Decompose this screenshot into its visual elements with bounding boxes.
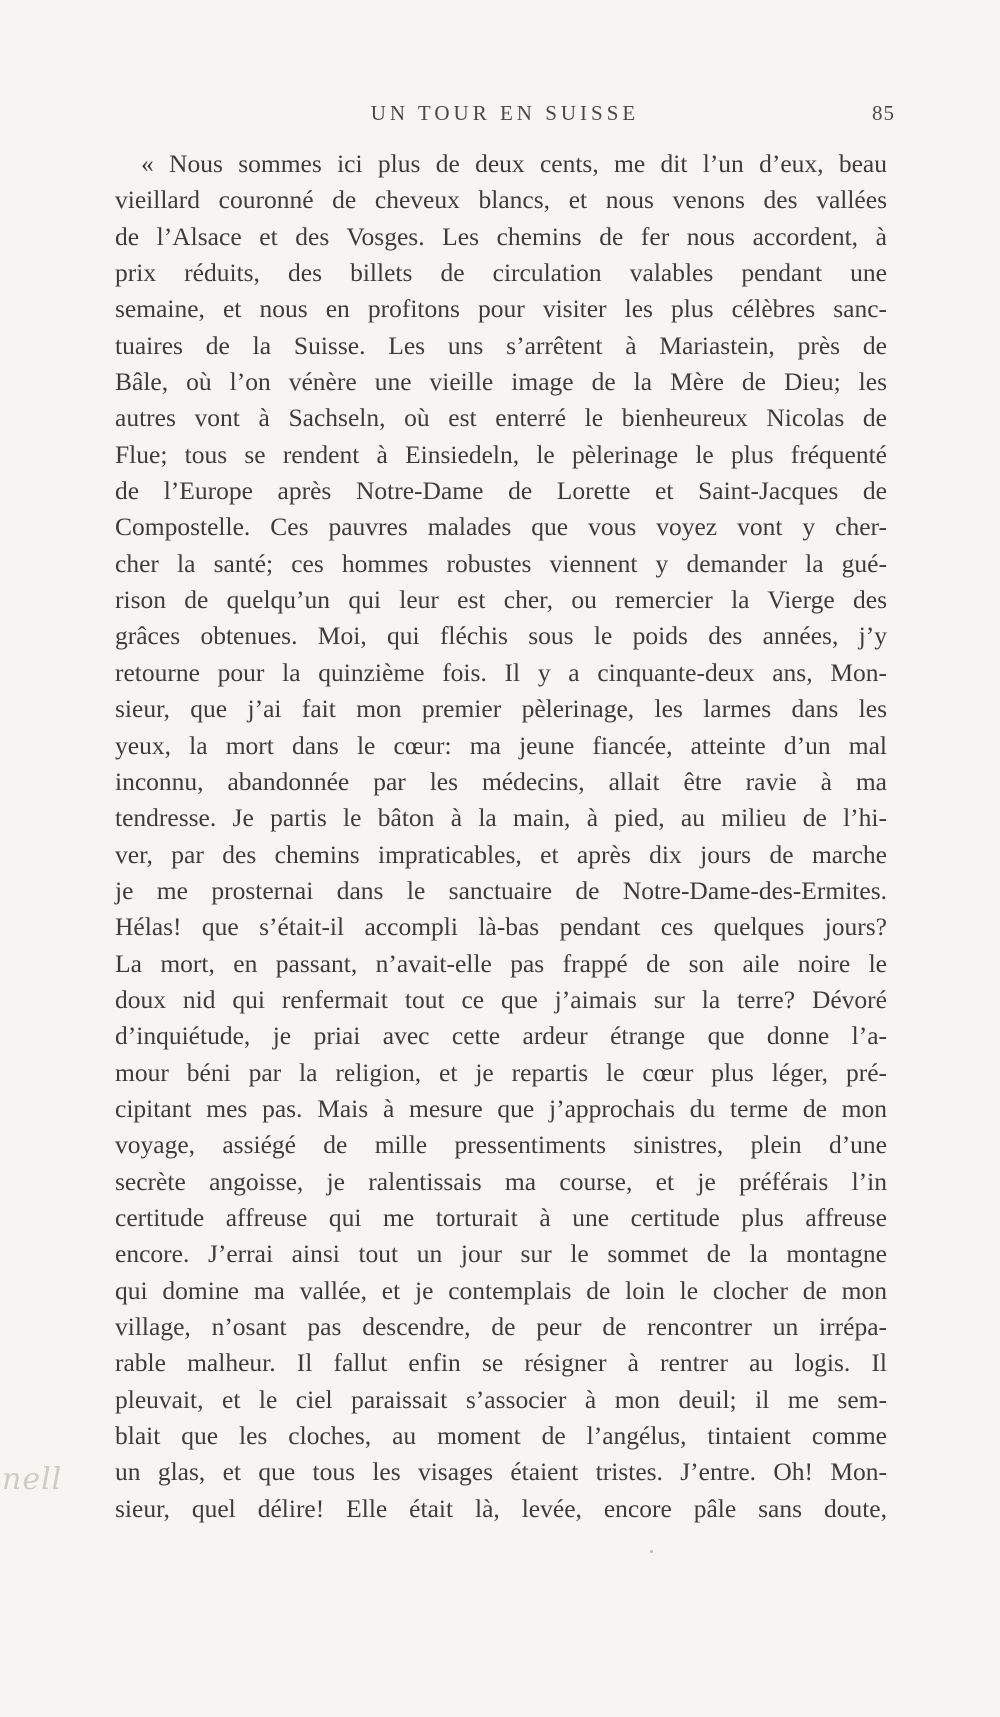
text-line: voyage, assiégé de mille pressentiments sinistres, plein d’une xyxy=(115,1130,887,1160)
text-line: Flue; tous se rendent à Einsiedeln, le pèlerinage le plus fréquenté xyxy=(115,439,887,469)
paper-speck xyxy=(650,1550,653,1553)
text-line: grâces obtenues. Moi, qui fléchis sous le poids des années, j’y xyxy=(115,621,887,651)
text-line: mour béni par la religion, et je repartis le cœur plus léger, pré- xyxy=(115,1057,887,1087)
body-text xyxy=(115,146,887,1527)
text-line: sieur, que j’ai fait mon premier pèlerinage, les larmes dans les xyxy=(115,694,887,724)
text-line: inconnu, abandonnée par les médecins, allait être ravie à ma xyxy=(115,766,887,796)
text-line: blait que les cloches, au moment de l’angélus, tintaient comme xyxy=(115,1421,887,1451)
text-line: Compostelle. Ces pauvres malades que vous voyez vont y cher- xyxy=(115,512,887,542)
text-line: retourne pour la quinzième fois. Il y a cinquante-deux ans, Mon- xyxy=(115,657,887,687)
text-line: rable malheur. Il fallut enfin se résigner à rentrer au logis. Il xyxy=(115,1348,887,1378)
text-line: cher la santé; ces hommes robustes viennent y demander la gué- xyxy=(115,548,887,578)
page-number: 85 xyxy=(872,101,895,125)
text-line: je me prosternai dans le sanctuaire de Notre-Dame-des-Ermites. xyxy=(115,875,887,905)
text-line: ver, par des chemins impraticables, et après dix jours de marche xyxy=(115,839,887,869)
text-line: Hélas! que s’était-il accompli là-bas pendant ces quelques jours? xyxy=(115,912,887,942)
text-line: tendresse. Je partis le bâton à la main, à pied, au milieu de l’hi- xyxy=(115,803,887,833)
text-line: prix réduits, des billets de circulation valables pendant une xyxy=(115,258,887,288)
text-line: qui domine ma vallée, et je contemplais de loin le clocher de mon xyxy=(115,1275,887,1305)
text-line: certitude affreuse qui me torturait à une certitude plus affreuse xyxy=(115,1202,887,1232)
text-line: de l’Alsace et des Vosges. Les chemins de fer nous accordent, à xyxy=(115,221,887,251)
text-line: sieur, quel délire! Elle était là, levée, encore pâle sans doute, xyxy=(115,1493,887,1523)
text-line: doux nid qui renfermait tout ce que j’aimais sur la terre? Dévoré xyxy=(115,984,887,1014)
text-line: d’inquiétude, je priai avec cette ardeur étrange que donne l’a- xyxy=(115,1021,887,1051)
page-header xyxy=(115,101,895,131)
text-line: pleuvait, et le ciel paraissait s’associer à mon deuil; il me sem- xyxy=(115,1384,887,1414)
text-line: village, n’osant pas descendre, de peur de rencontrer un irrépa- xyxy=(115,1312,887,1341)
text-line: semaine, et nous en profitons pour visiter les plus célèbres sanc- xyxy=(115,294,887,324)
text-line: encore. J’errai ainsi tout un jour sur le sommet de la montagne xyxy=(115,1239,887,1269)
text-line: un glas, et que tous les visages étaient tristes. J’entre. Oh! Mon- xyxy=(115,1457,887,1487)
text-line: rison de quelqu’un qui leur est cher, ou remercier la Vierge des xyxy=(115,585,887,615)
text-line: « Nous sommes ici plus de deux cents, me dit l’un d’eux, beau xyxy=(141,149,887,178)
text-line: de l’Europe après Notre-Dame de Lorette et Saint-Jacques de xyxy=(115,476,887,506)
handwritten-margin-note: nell xyxy=(2,1462,63,1497)
text-line: La mort, en passant, n’avait-elle pas frappé de son aile noire le xyxy=(115,948,887,978)
text-line: Bâle, où l’on vénère une vieille image de la Mère de Dieu; les xyxy=(115,367,887,397)
text-line: yeux, la mort dans le cœur: ma jeune fiancée, atteinte d’un mal xyxy=(115,730,887,760)
text-line: vieillard couronné de cheveux blancs, et nous venons des vallées xyxy=(115,185,887,215)
text-line: cipitant mes pas. Mais à mesure que j’approchais du terme de mon xyxy=(115,1093,887,1123)
text-line: secrète angoisse, je ralentissais ma course, et je préférais l’in xyxy=(115,1166,887,1196)
text-line: autres vont à Sachseln, où est enterré le bienheureux Nicolas de xyxy=(115,403,887,433)
text-line: tuaires de la Suisse. Les uns s’arrêtent à Mariastein, près de xyxy=(115,330,887,360)
running-head: UN TOUR EN SUISSE xyxy=(370,101,640,125)
